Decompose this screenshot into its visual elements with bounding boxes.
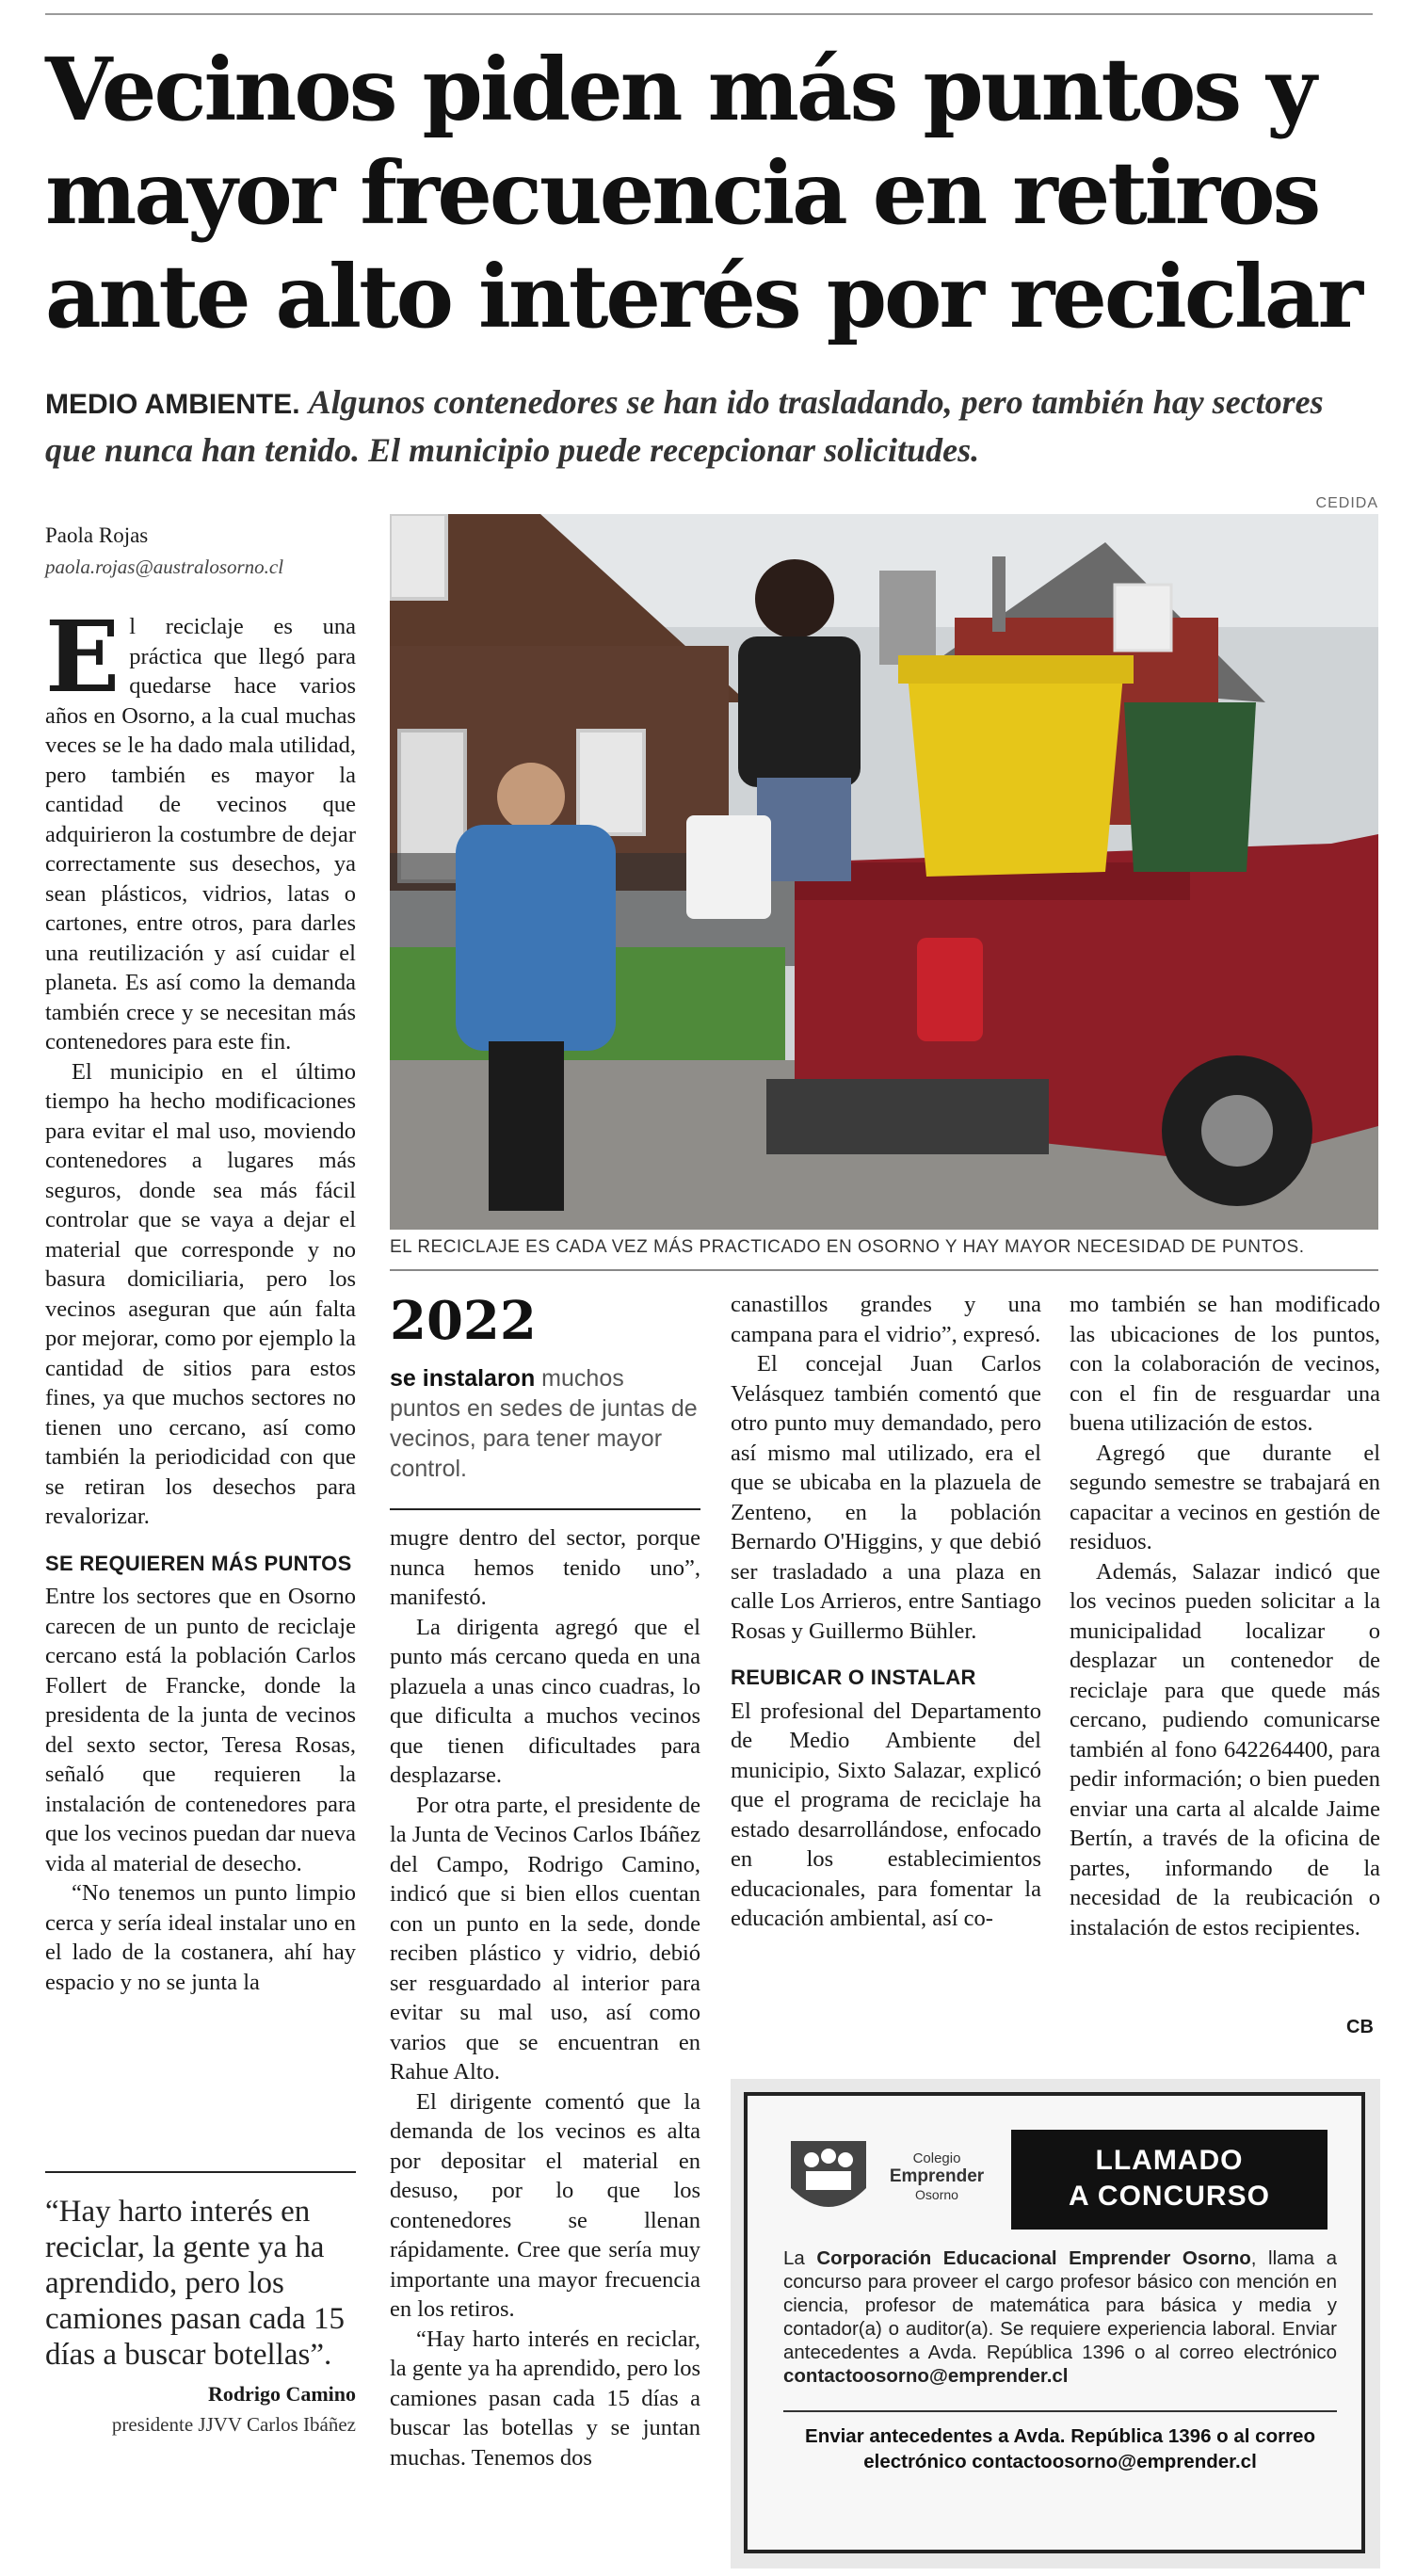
top-rule (45, 13, 1373, 15)
logo-line-1: Colegio (912, 2150, 961, 2166)
ad-rule (783, 2410, 1337, 2412)
paragraph: Además, Salazar indicó que los vecinos pueden solicitar a la municipalidad localizar o desplazar un contenedor de reciclaje para que quede más cercano, pudiendo comunicarse también al fono 642264400, para pedir información; o bien pueden enviar una carta al alcalde Jaime Bertín, a través de la oficina de partes, informando de la necesidad de la reubicación o instalación de estos recipientes. (1070, 1558, 1380, 1940)
paragraph: El dirigente comentó que la demanda de los vecinos es alta por depositar el material en desuso, por lo que los contenedores se llenan rápidamente. Cree que sería muy importante una mayor frecuencia en los retiros. (390, 2088, 700, 2322)
article-column-1 (45, 599, 356, 1997)
subheading-reubicar: REUBICAR O INSTALAR (731, 1666, 976, 1689)
article-column-2 (390, 1523, 700, 2472)
paragraph: El reciclaje es una práctica que llegó para quedarse hace varios años en Osorno, a la cual muchas veces se le ha dado mala utilidad, pero también es mayor la cantidad de vecinos que adquirieron la costumbre de dejar correctamente sus desechos, ya sean plásticos, vidrios, latas o cartones, entre otros, para darles una reutilización y así cuidar el planeta. Es así como la demanda también crece y se necesitan más contenedores para este fin. (45, 599, 356, 1055)
paragraph: El concejal Juan Carlos Velásquez también comentó que otro punto muy demandado, pero así mismo mal utilizado, era el que se ubicaba en la plazuela de Zenteno, en la población Bernardo O'Higgins, y que debió ser trasladado a una plaza en calle Los Arrieros, entre Santiago Rosas y Guillermo Bühler. (731, 1351, 1041, 1644)
caption-rule (390, 1269, 1378, 1271)
subheading-puntos: SE REQUIEREN MÁS PUNTOS (45, 1551, 352, 1575)
quote-author-role: presidente JJVV Carlos Ibáñez (111, 2413, 356, 2436)
paragraph: La dirigenta agregó que el punto más cercano queda en una plazuela a unas cinco cuadras, lo que dificulta a muchos vecinos que tienen dificultades para desplazarse. (390, 1614, 700, 1788)
call-banner (1011, 2130, 1328, 2230)
paragraph: “No tenemos un punto limpio cerca y sería ideal instalar uno en el lado de la costanera, ahí hay espacio y no se junta la (45, 1880, 356, 1995)
ad-body: La Corporación Educacional Emprender Osorno, llama a concurso para proveer el cargo profesor básico con mención en ciencia, profesor de matemática para básica y media y contador(a) o auditor(a). Se requiere experiencia laboral. Enviar antecedentes a Avda. República 1396 o al correo electrónico contactoosorno@emprender.cl (783, 2247, 1337, 2387)
paragraph: canastillos grandes y una campana para el vidrio”, expresó. (731, 1292, 1041, 1347)
quote-rule (45, 2171, 356, 2173)
call-line-2: A CONCURSO (1069, 2181, 1270, 2212)
logo-line-3: Osorno (915, 2187, 958, 2202)
recycling-truck-photo (390, 514, 1378, 1230)
paragraph: Por otra parte, el presidente de la Junta de Vecinos Carlos Ibáñez del Campo, Rodrigo Camino, indicó que si bien ellos cuentan con un punto en la sede, donde reciben plástico y vidrio, debió ser resguardado al interior para evitar su mal uso, así como varios que se encuentran en Rahue Alto. (390, 1792, 700, 2085)
deck (45, 379, 1382, 473)
paragraph: “Hay harto interés en reciclar, la gente ya ha aprendido, pero los camiones pasan cada 15 días a buscar las botellas y se juntan muchas. Tenemos dos (390, 2326, 700, 2471)
ad-footer: Enviar antecedentes a Avda. República 1396 o al correo electrónico contactoosorno@emprender.cl (805, 2425, 1315, 2472)
paragraph: mo también se han modificado las ubicaciones de los puntos, con la colaboración de vecinos, con el fin de resguardar una buena utilización de estos. (1070, 1292, 1380, 1436)
paragraph: El municipio en el último tiempo ha hecho modificaciones para evitar el mal uso, moviendo contenedores a lugares más seguros, donde sea más fácil controlar que se vaya a dejar el material que corresponde y no basura domiciliaria, pero los vecinos aseguran que aún falta por mejorar, como por ejemplo la cantidad de sitios para estos fines, ya que muchos sectores no tienen uno cercano, así como también la periodicidad con que se retiran los desechos para revalorizar. (45, 1058, 356, 1529)
logo-line-2: Emprender (889, 2166, 985, 2186)
school-crest-icon (781, 2132, 876, 2226)
deck-text: Algunos contenedores se han ido trasladando, pero también hay sectores que nunca han tenido. El municipio puede recepcionar solicitudes. (45, 383, 1324, 469)
call-line-1: LLAMADO (1095, 2145, 1244, 2176)
quote-author: Rodrigo Camino (207, 2382, 356, 2406)
byline-author: Paola Rojas (45, 523, 149, 547)
byline-email[interactable]: paola.rojas@australosorno.cl (45, 555, 284, 578)
paragraph: Agregó que durante el segundo semestre se trabajará en capacitar a vecinos en gestión de residuos. (1070, 1440, 1380, 1554)
ad-organization: Corporación Educacional Emprender Osorno (816, 2247, 1251, 2269)
article-column-3 (731, 1290, 1041, 1934)
end-mark: CB (1346, 2017, 1374, 2037)
paragraph: mugre dentro del sector, porque nunca hemos tenido uno”, manifestó. (390, 1525, 700, 1610)
school-logo-text (885, 2150, 989, 2202)
pull-quote: “Hay harto interés en reciclar, la gente ya ha aprendido, pero los camiones pasan cada 15 días a buscar botellas”. (45, 2195, 345, 2372)
section-kicker: MEDIO AMBIENTE. (45, 389, 300, 420)
paragraph: El profesional del Departamento de Medio Ambiente del municipio, Sixto Salazar, explicó que el programa de reciclaje ha estado desarrollándose, enfocado en los establecimientos educacionales, para fomentar la educación ambiental, así co- (731, 1698, 1041, 1931)
photo-caption: EL RECICLAJE ES CADA VEZ MÁS PRACTICADO EN OSORNO Y HAY MAYOR NECESIDAD DE PUNTOS. (390, 1237, 1305, 1257)
paragraph: Entre los sectores que en Osorno carecen de un punto de reciclaje cercano está la población Carlos Follert de Francke, donde la presidenta de la junta de vecinos del sexto sector, Teresa Rosas, señaló que requieren la instalación de contenedores para que los vecinos puedan dar nueva vida al material de desecho. (45, 1584, 356, 1876)
drop-cap: E (45, 599, 121, 715)
stat-text: se instalaron muchos puntos en sedes de juntas de vecinos, para tener mayor control. (390, 1365, 698, 1482)
article-column-4 (1070, 1290, 1380, 1942)
article-photo (390, 514, 1378, 1230)
ad-email-link[interactable]: contactoosorno@emprender.cl (783, 2365, 1069, 2387)
photo-credit: CEDIDA (1315, 495, 1378, 511)
stat-year: 2022 (390, 1290, 537, 1352)
headline: Vecinos piden más puntos y mayor frecuencia en retiros ante alto interés por reciclar (45, 39, 1360, 347)
stat-rule (390, 1508, 700, 1510)
